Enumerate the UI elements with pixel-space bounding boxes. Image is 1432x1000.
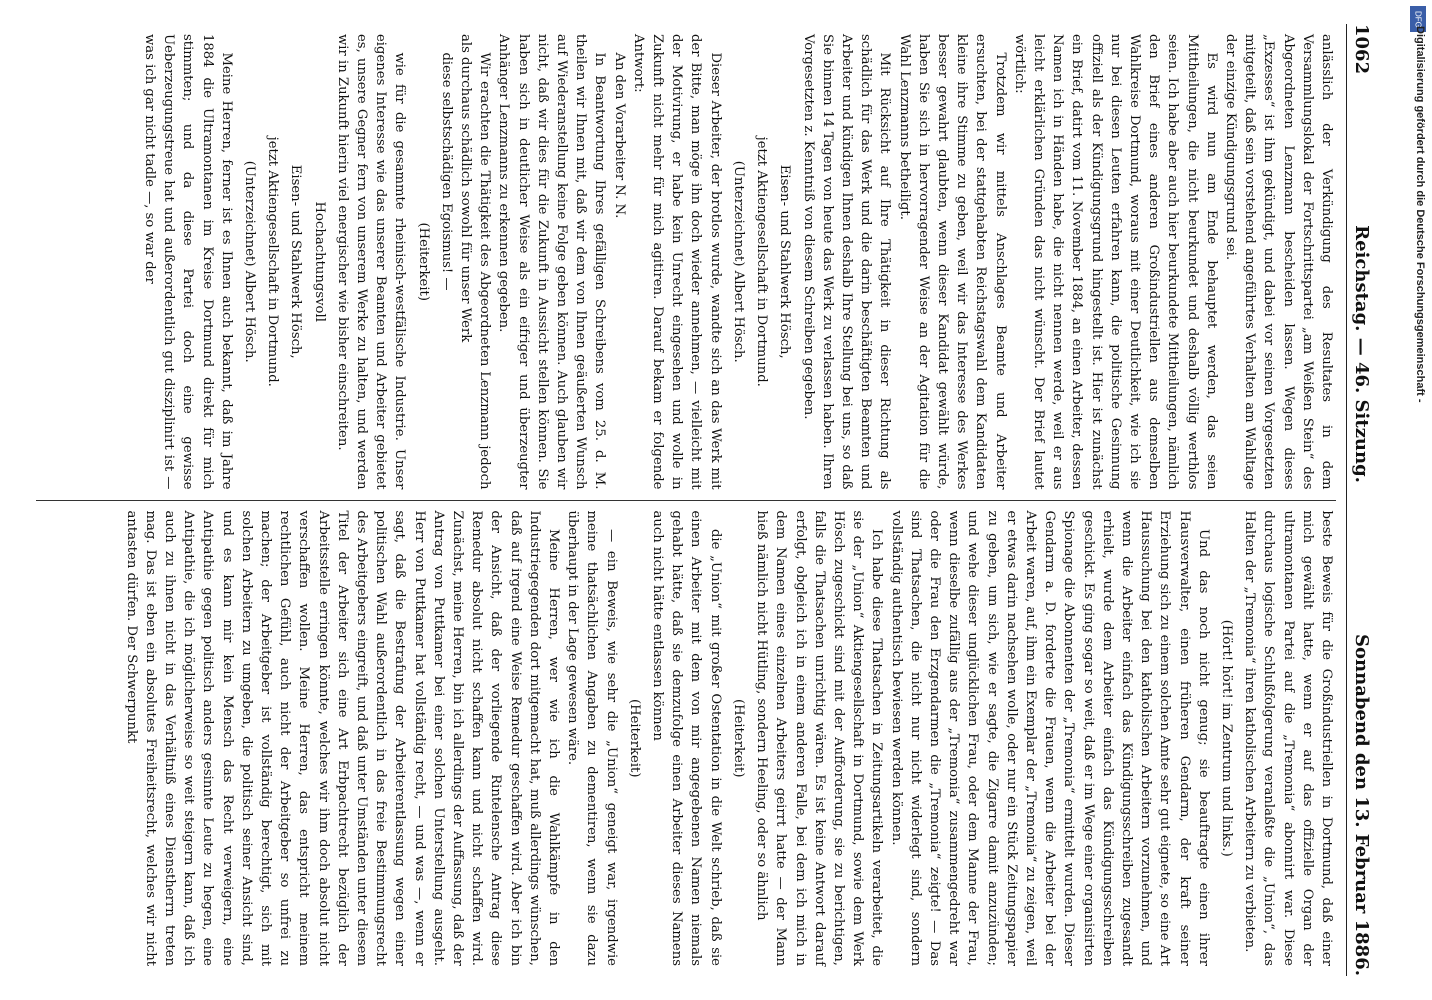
paragraph: die „Union“ mit großer Ostentation in die Welt schrieb, daß sie einen Arbeiter mit dem von mir angegebenen Namen niemals gehabt hätte, daß sie demzufolge einen Arbeiter dieses Namens auch nicht hätte entlassen können (650, 510, 723, 966)
centered-line: Hochachtungsvoll (311, 201, 327, 322)
right-heading: Sonnabend den 13. Februar 1886. (1351, 634, 1372, 976)
paragraph: Dieser Arbeiter, der brotlos wurde, wandte sich an das Werk mit der Bitte, man möge ihn doch wieder annehmen, — vielleicht mit der Motivirung, er habe kein Unrecht eingesehen und wolle in Zukunft nicht mehr für mich agitiren. Darauf bekam er folgende Antwort: (630, 34, 723, 490)
centered-line: (Heiterkeit) (626, 698, 642, 778)
running-head (1346, 24, 1372, 976)
paragraph: anlässlich der Verkündigung des Resultates in dem Versammlungslokal der Fortschrittspartei „am Weißen Stein“ des Abgeordneten Lenzmann bescheiden lassen. Wegen dieses „Exzesses“ ist ihm gekündigt, und dabei vor seinen Vorgesetzten mitgeteilt, daß sein vorstehend angeführtes Verhalten am Wahltage der einzige Kündigungsgrund sei. (1222, 34, 1334, 490)
column-right (36, 500, 1336, 977)
left-heading: Reichstag. — 46. Sitzung. (1351, 225, 1372, 483)
paragraph: Ich habe diese Thatsachen in Zeitungsartikeln verarbeitet, die sie der „Union“ Aktiengesellschaft in Dortmund, sowie dem Werk Hösch zugeschickt sind mit der Aufforderung, sie zu berichtigen, falls die Thatsachen unrichtig wären. Es ist keine Antwort darauf erfolgt, obgleich ich in einem anderen Falle, bei dem ich mich in dem Namen eines einzelnen Arbeiters geirrt hatte — der Mann hieß nämlich nicht Hütling, sondern Heeling, oder so ähnlich (754, 510, 885, 966)
paragraph: Und das noch nicht genug; sie beauftragte einen ihrer Hausverwalter, einen früheren Gendarm, der kraft seiner Erziehung sich zu einem solchen Amte sehr gut eignete, so eine Art Haussuchung bei den katholischen Arbeitern vorzunehmen, und wenn die Arbeiter einfach das Kündigungsschreiben zugesandt erhielt, wurde dem Arbeiter einfach das Kündigungsschreiben geschickt. Es ging sogar so weit, daß er im Wege einer organisirten Spionage die Abonnenten der „Tremonia“ ermittelt wurden. Dieser Gendarm a. D. forderte die Frauen, wenn die Arbeiter bei der Arbeit waren, auf, ihm ein Exemplar der „Tremonia“ zu zeigen, weil er etwas darin nachsehen wolle, oder nur ein Stück Zeitungspapier zu geben, um sich, wie er sagte, die Zigarre damit anzuzünden; und wehe dieser unglücklichen Frau, oder dem Manne der Frau, wenn dieselbe zufällig aus der „Tremonia“ zusammengedreht war oder die Frau den Erzgendarmen die „Tremonia“ zeigte! — Das sind Thatsachen, die nicht nur nicht widerlegt sind, sondern vollständig authentisch bewiesen werden können. (888, 510, 1211, 966)
text-columns (36, 24, 1336, 976)
centered-line: (Unterzeichnet) Albert Hösch. (242, 160, 258, 363)
paragraph: An den Vorarbeiter N. N. (611, 52, 627, 219)
paragraph: Wir erachten die Thätigkeit des Abgeordneten Lenzmann jedoch als durchaus schädlich sowohl für unser Werk (458, 34, 493, 490)
paragraph: Es wird nun am Ende behauptet werden, das seien Mittheilungen, die nicht beurkundet und deshalb völlig werthlos seien. Ich habe aber auch hier beurkundete Mittheilungen, nämlich den Brief eines anderen Großindustriellen aus demselben Wahlkreise Dortmund, woraus mit einer Deutlichkeit, wie ich sie nur bei diesen Leuten erfahren kann, die politische Gesinnung offiziell als der Kündigungsgrund hingestellt ist. Hier ist zunächst ein Brief, datirt vom 11. November 1884, an einen Arbeiter, dessen Namen ich in Händen habe, die nicht nennen werde, weil er aus leicht erklärlichen Gründen das nicht wünscht. Der Brief lautet wörtlich: (1011, 34, 1219, 490)
centered-line: (Unterzeichnet) Albert Hösch. (730, 160, 746, 363)
paragraph: — ein Beweis, wie sehr die „Union“ geneigt war, irgendwie meine thatsächlichen Angaben zu dementiren, wenn sie dazu überhaupt in der Lage gewesen wäre. (565, 510, 619, 966)
centered-line: (Hört! hört! im Zentrum und links.) (1218, 619, 1234, 857)
digitization-credit: Digitalisierung gefördert durch die Deutsche Forschungsgemeinschaft - (1414, 26, 1426, 403)
centered-line: (Heiterkeit) (730, 698, 746, 778)
credit-strip (1402, 0, 1432, 1000)
centered-line: Eisen- und Stahlwerk Hösch, (288, 164, 304, 359)
paragraph: Trotzdem wir mittels Anschlages Beamte und Arbeiter ersuchten, bei der stattgehabten Reichstagswahl dem Kandidaten kleine ihre Stimme zu geben, weil wir das Interesse des Werkes besser gewahrt glaubten, wenn dieser Kandidat gewählt würde, haben Sie sich in hervorragender Weise an der Agitation für die Wahl Lenzmanns betheiligt. (896, 34, 1008, 490)
paragraph: Meine Herren, wer wie ich die Wahlkämpfe in den Industriegegenden dort mitgemacht hat, muß allerdings wünschen, daß auf irgend eine Weise Remedur geschaffen wird. Aber ich bin der Ansicht, daß der vorliegende Rintelensche Antrag diese Remedur absolut nicht schaffen kann und nicht schaffen wird. Zunächst, meine Herren, bin ich allerdings der Auffassung, daß der Antrag von Puttkamer bei einer solchen Unterstellung ausgeht. Herr von Puttkamer hat vollständig recht, — und was —, wenn er sagt, daß die Bestrafung der Arbeiterentlassung wegen einer politischen Wahl außerordentlich in das freie Bestimmungsrecht des Arbeitgebers eingreift, und daß unter Umständen unter diesem Titel der Arbeiter sich eine Art Erbpachtrecht bezüglich der Arbeitsstelle erringen könnte, welches wir ihm doch absolut nicht verschaffen wollen. Meine Herren, das entspricht meinem rechtlichen Gefühl, auch nicht der Arbeitgeber so unfrei zu machen; der Arbeitgeber ist vollständig berechtigt, sich mit solchen Arbeitern zu umgeben, die politisch seiner Ansicht sind, und es kann mir kein Mensch das Recht verweigern, eine Antipathie gegen politisch anders gesinnte Leute zu hegen, eine Antipathie, die ich möglicherweise so weit steigern kann, daß ich auch zu ihnen nicht in das Verhältniß eines Dienstherrn treten mag. Das ist eben ein absolutes Freiheitsrecht, welches wir nicht antasten dürfen. Der Schwerpunkt (123, 510, 562, 966)
paragraph: wie für die gesammte rheinisch-westfälische Industrie. Unser eigenes Interesse wie das unserer Beamten und Arbeiter gebietet es, unsere Gegner fern von unserem Werke zu halten, und werden wir in Zukunft hierin viel energischer wie bisher einschreiten. (334, 34, 408, 490)
column-left (36, 24, 1336, 500)
paragraph: beste Beweis für die Großindustriellen in Dortmund, daß einer mich gewählt hatte, wenn er auf das offizielle Organ der ultramontanen Partei auf die „Tremonia“ abonnirt war. Diese durchaus logische Schlußfolgerung veranlaßte die „Union“, das Halten der „Tremonia“ ihren katholischen Arbeitern zu verbieten. (1242, 510, 1334, 966)
paragraph: In Beantwortung Ihres gefälligen Schreibens vom 25. d. M. theilen wir Ihnen mit, daß wir dem von Ihnen geäußerten Wunsch auf Wiederanstellung keine Folge geben können. Auch glauben wir nicht, daß wir dies für die Zukunft in Aussicht stellen können. Sie haben sich in deutlicher Weise als ein eifriger und überzeugter Anhänger Lenzmanns zu erkennen gegeben. (496, 34, 608, 490)
paragraph: Meine Herren, ferner ist es Ihnen auch bekannt, daß im Jahre 1884 die Ultramontanen im Kreise Dortmund direkt für mich stimmten; und da diese Partei doch eine gewisse Ueberzeugungstreue hat und außerordentlich gut disziplinirt ist — was ich gar nicht tadle —, so war der (142, 34, 234, 490)
page-number: 1062 (1351, 24, 1372, 75)
centered-line: Eisen- und Stahlwerk Hösch, (777, 164, 793, 359)
centered-line: jetzt Aktiengesellschaft in Dortmund. (754, 136, 770, 387)
dfg-logo: DFG (1410, 6, 1426, 32)
centered-line: jetzt Aktiengesellschaft in Dortmund. (265, 136, 281, 387)
centered-line: (Heiterkeit) (415, 222, 431, 302)
paragraph: Mit Rücksicht auf Ihre Thätigkeit in dieser Richtung als schädlich für das Werk und die darin beschäftigten Beamten und Arbeiter und kündigen Ihnen deshalb Ihre Stellung bei uns, so daß Sie binnen 14 Tagen von heute das Werk zu verlassen haben. Ihren Vorgesetzten z. Kenntniß von diesem Schreiben gegeben. (800, 34, 893, 490)
paragraph: diese selbstschädigen Egoismus! — (438, 52, 454, 291)
